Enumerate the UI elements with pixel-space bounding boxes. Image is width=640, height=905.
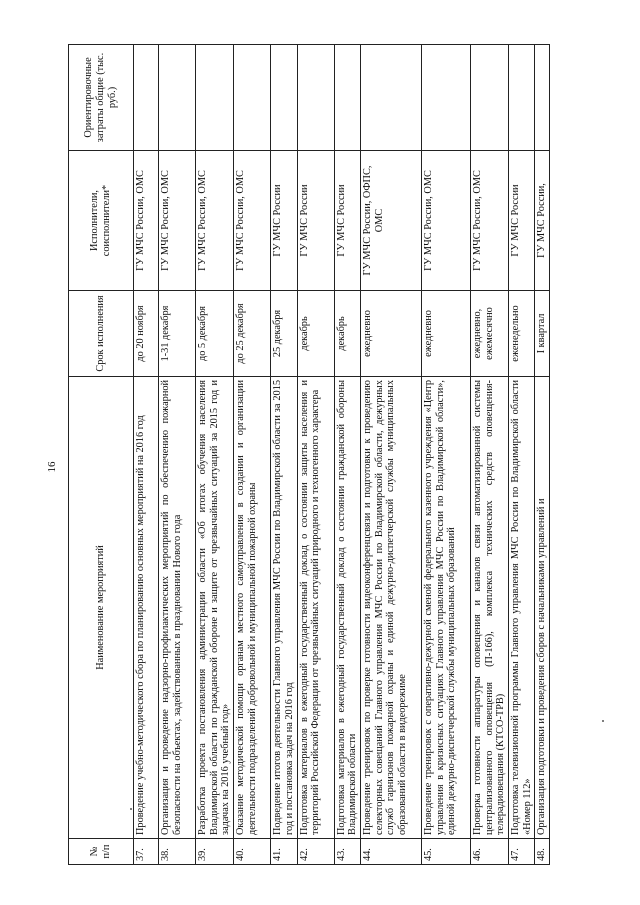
activity-cost [509, 45, 535, 151]
activity-executors: ГУ МЧС России, ОМС [234, 151, 271, 291]
table-row [509, 45, 535, 865]
table-row [271, 45, 297, 865]
activity-cost [297, 45, 334, 151]
activity-executors: ГУ МЧС России, ОФПС, ОМС [360, 151, 421, 291]
activity-cost [470, 45, 508, 151]
table-header-row [69, 45, 134, 865]
header-name: Наименование мероприятий [69, 377, 134, 839]
activity-term: до 25 декабря [234, 291, 271, 377]
activity-name: Проведение тренировок по проверке готовности видеоконференцсвязи и подготовки к проведению селекторных совещаний Главного управления МЧС России по Владимирской области, дежурных служб гарнизонов пожарной охраны и единой дежурно-диспетчерской службы муниципальных образований области в видеорежиме [360, 377, 421, 839]
activity-executors: ГУ МЧС России, [535, 151, 550, 291]
activity-cost [535, 45, 550, 151]
activity-term: ежедневно [421, 291, 470, 377]
activity-term: 1-31 декабря [159, 291, 196, 377]
activity-term: декабрь [334, 291, 360, 377]
activity-term: до 20 ноября [134, 291, 159, 377]
activity-name: Оказание методической помощи органам местного самоуправления в создании и организации деятельности подразделений добровольной и муниципальной пожарной охраны [234, 377, 271, 839]
activity-term: 25 декабря [271, 291, 297, 377]
activity-name: Подготовка телевизионной программы Главного управления МЧС России по Владимирской области «Номер 112» [509, 377, 535, 839]
activity-name: Подготовка материалов в ежегодный государственный доклад о состоянии гражданской обороны Владимирской области [334, 377, 360, 839]
activity-term: I квартал [535, 291, 550, 377]
activity-term: ежедневно, ежемесячно [470, 291, 508, 377]
row-number: 44. [360, 839, 421, 865]
row-number: 42. [297, 839, 334, 865]
table-row [134, 45, 159, 865]
activity-cost [196, 45, 234, 151]
scan-speck [130, 808, 132, 810]
table-row [234, 45, 271, 865]
row-number: 41. [271, 839, 297, 865]
row-number: 47. [509, 839, 535, 865]
row-number: 46. [470, 839, 508, 865]
activity-executors: ГУ МЧС России, ОМС [159, 151, 196, 291]
activity-executors: ГУ МЧС России, ОМС [421, 151, 470, 291]
table-row [159, 45, 196, 865]
activity-term: еженедельно [509, 291, 535, 377]
table-row [196, 45, 234, 865]
activity-cost [360, 45, 421, 151]
activity-cost [421, 45, 470, 151]
activity-name: Проведение учебно-методического сбора по планированию основных мероприятий на 2016 год [134, 377, 159, 839]
activity-cost [271, 45, 297, 151]
activity-name: Проведение тренировок с оперативно-дежурной сменой федерального казенного учреждения «Центр управления в кризисных ситуациях Главного управления МЧС России по Владимирской области», единой дежурно-диспетчерской службы муниципальных образований [421, 377, 470, 839]
activity-executors: ГУ МЧС России, ОМС [196, 151, 234, 291]
row-number: 43. [334, 839, 360, 865]
row-number: 39. [196, 839, 234, 865]
header-num: № п/п [69, 839, 134, 865]
row-number: 37. [134, 839, 159, 865]
activity-name: Организация подготовки и проведения сборов с начальниками управлений и [535, 377, 550, 839]
activity-name: Проверка готовности аппаратуры оповещения и каналов связи автоматизированной системы централизованного оповещения (П-166), комплекса технических средств оповещения-телерадиовещания (КТСО-ТРВ) [470, 377, 508, 839]
table-row [334, 45, 360, 865]
table-row [535, 45, 550, 865]
row-number: 48. [535, 839, 550, 865]
header-executors: Исполнители, соисполнители* [69, 151, 134, 291]
activity-name: Подготовка материалов в ежегодный государственный доклад о состоянии защиты населения и территорий Российской Федерации от чрезвычайных ситуаций природного и техногенного характера [297, 377, 334, 839]
activities-table [68, 44, 550, 865]
activity-executors: ГУ МЧС России [271, 151, 297, 291]
activity-name: Организация и проведение надзорно-профилактических мероприятий по обеспечению пожарной безопасности на объектах, задействованных в праздновании Нового года [159, 377, 196, 839]
activity-cost [234, 45, 271, 151]
activity-name: Подведение итогов деятельности Главного управления МЧС России по Владимирской области за 2015 год и постановка задач на 2016 год [271, 377, 297, 839]
activity-term: до 5 декабря [196, 291, 234, 377]
row-number: 38. [159, 839, 196, 865]
activity-cost [334, 45, 360, 151]
activity-term: ежедневно [360, 291, 421, 377]
page-number: 16 [46, 461, 58, 473]
row-number: 45. [421, 839, 470, 865]
table-row [360, 45, 421, 865]
row-number: 40. [234, 839, 271, 865]
header-term: Срок исполнения [69, 291, 134, 377]
table-row [297, 45, 334, 865]
activity-executors: ГУ МЧС России [334, 151, 360, 291]
header-cost: Ориентировочные затраты общие (тыс. руб.) [69, 45, 134, 151]
activity-term: декабрь [297, 291, 334, 377]
activity-cost [159, 45, 196, 151]
activity-executors: ГУ МЧС России, ОМС [470, 151, 508, 291]
activity-executors: ГУ МЧС России, ОМС [134, 151, 159, 291]
scan-speck [602, 720, 604, 722]
table-row [421, 45, 470, 865]
rotated-sheet [46, 45, 594, 865]
activity-name: Разработка проекта постановления администрации области «Об итогах обучения населения Владимирской области по гражданской обороне и защите от чрезвычайных ситуаций за 2015 год и задачах на 2016 учебный год» [196, 377, 234, 839]
activity-executors: ГУ МЧС России [297, 151, 334, 291]
table-row [470, 45, 508, 865]
activity-cost [134, 45, 159, 151]
activity-executors: ГУ МЧС России [509, 151, 535, 291]
